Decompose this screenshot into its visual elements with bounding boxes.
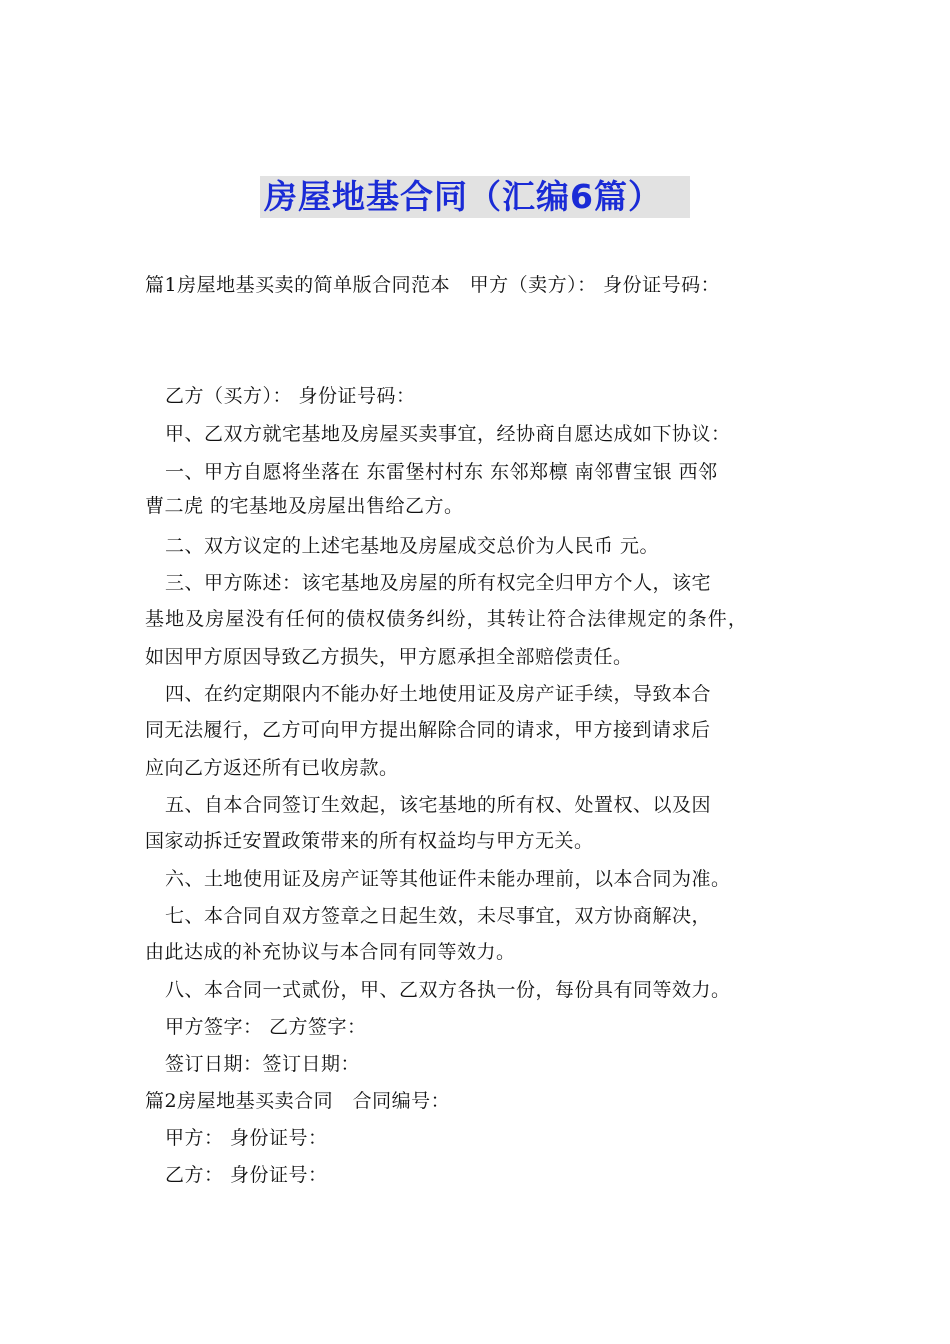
- title-container: [0, 176, 950, 218]
- document-title: 房屋地基合同（汇编6篇）: [260, 176, 690, 218]
- clause-3-line-2: 基地及房屋没有任何的债权债务纠纷，其转让符合法律规定的条件，: [145, 608, 749, 630]
- signing-date-line: 签订日期：签订日期：: [165, 1053, 361, 1075]
- section-1-heading: 篇1房屋地基买卖的简单版合同范本 甲方（卖方）： 身份证号码：: [145, 274, 721, 296]
- section-2-heading: 篇2房屋地基买卖合同 合同编号：: [145, 1090, 451, 1112]
- clause-8: 八、本合同一式贰份，甲、乙双方各执一份，每份具有同等效力。: [165, 979, 731, 1001]
- section-2-party-a: 甲方： 身份证号：: [165, 1127, 328, 1149]
- agreement-intro: 甲、乙双方就宅基地及房屋买卖事宜，经协商自愿达成如下协议：: [165, 423, 731, 445]
- clause-7-line-2: 由此达成的补充协议与本合同有同等效力。: [145, 941, 516, 963]
- clause-4-line-1: 四、在约定期限内不能办好土地使用证及房产证手续，导致本合: [165, 683, 712, 705]
- clause-1-line-2: 曹二虎 的宅基地及房屋出售给乙方。: [145, 495, 464, 517]
- party-b-line: 乙方（买方）： 身份证号码：: [165, 385, 416, 407]
- clause-3-line-1: 三、甲方陈述：该宅基地及房屋的所有权完全归甲方个人，该宅: [165, 572, 712, 594]
- clause-5-line-1: 五、自本合同签订生效起，该宅基地的所有权、处置权、以及因: [165, 794, 712, 816]
- clause-6: 六、土地使用证及房产证等其他证件未能办理前，以本合同为准。: [165, 868, 731, 890]
- clause-2: 二、双方议定的上述宅基地及房屋成交总价为人民币 元。: [165, 535, 660, 557]
- signature-line: 甲方签字： 乙方签字：: [165, 1016, 367, 1038]
- clause-4-line-2: 同无法履行，乙方可向甲方提出解除合同的请求，甲方接到请求后: [145, 719, 711, 741]
- clause-4-line-3: 应向乙方返还所有已收房款。: [145, 757, 399, 779]
- clause-7-line-1: 七、本合同自双方签章之日起生效，未尽事宜，双方协商解决，: [165, 905, 712, 927]
- clause-5-line-2: 国家动拆迁安置政策带来的所有权益均与甲方无关。: [145, 830, 594, 852]
- section-2-party-b: 乙方： 身份证号：: [165, 1164, 328, 1186]
- clause-1-line-1: 一、甲方自愿将坐落在 东雷堡村村东 东邻郑檩 南邻曹宝银 西邻: [165, 461, 718, 483]
- clause-3-line-3: 如因甲方原因导致乙方损失，甲方愿承担全部赔偿责任。: [145, 646, 633, 668]
